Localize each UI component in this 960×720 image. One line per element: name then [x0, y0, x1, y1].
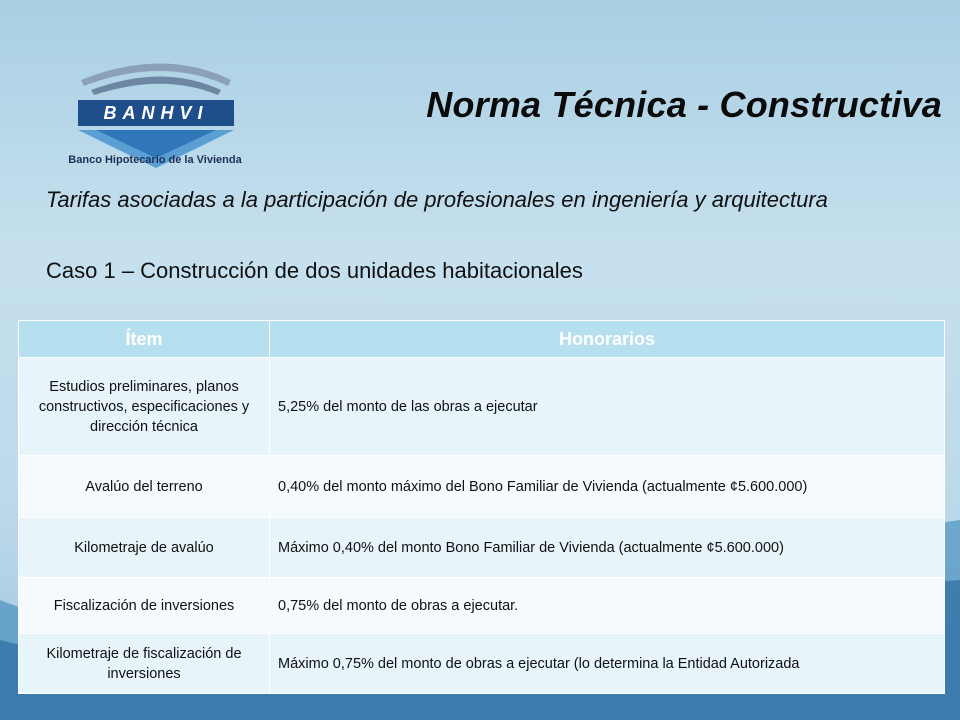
item-cell: Estudios preliminares, planos constructivos, especificaciones y dirección técnica — [19, 358, 270, 456]
table-row — [19, 456, 945, 518]
logo-wordmark: BANHVI — [103, 103, 209, 123]
item-cell: Avalúo del terreno — [19, 456, 270, 518]
honorarios-cell: 5,25% del monto de las obras a ejecutar — [270, 358, 945, 456]
honorarios-cell: Máximo 0,75% del monto de obras a ejecutar (lo determina la Entidad Autorizada — [270, 634, 945, 694]
case-heading: Caso 1 – Construcción de dos unidades habitacionales — [46, 258, 583, 283]
page-title: Norma Técnica - Constructiva — [426, 84, 942, 125]
logo-caption: Banco Hipotecario de la Vivienda — [68, 154, 242, 166]
table-row — [19, 634, 945, 694]
table-row — [19, 518, 945, 578]
table-row — [19, 578, 945, 634]
item-cell: Kilometraje de avalúo — [19, 518, 270, 578]
table-row — [19, 358, 945, 456]
honorarios-cell: 0,40% del monto máximo del Bono Familiar de Vivienda (actualmente ¢5.600.000) — [270, 456, 945, 518]
header-honorarios: Honorarios — [270, 321, 945, 358]
honorarios-cell: 0,75% del monto de obras a ejecutar. — [270, 578, 945, 634]
header-item: Ítem — [19, 321, 270, 358]
item-cell: Kilometraje de fiscalización de inversiones — [19, 634, 270, 694]
table-header-row — [19, 321, 945, 358]
fees-table — [18, 320, 945, 694]
subtitle: Tarifas asociadas a la participación de profesionales en ingeniería y arquitectura — [46, 187, 828, 212]
item-cell: Fiscalización de inversiones — [19, 578, 270, 634]
honorarios-cell: Máximo 0,40% del monto Bono Familiar de Vivienda (actualmente ¢5.600.000) — [270, 518, 945, 578]
